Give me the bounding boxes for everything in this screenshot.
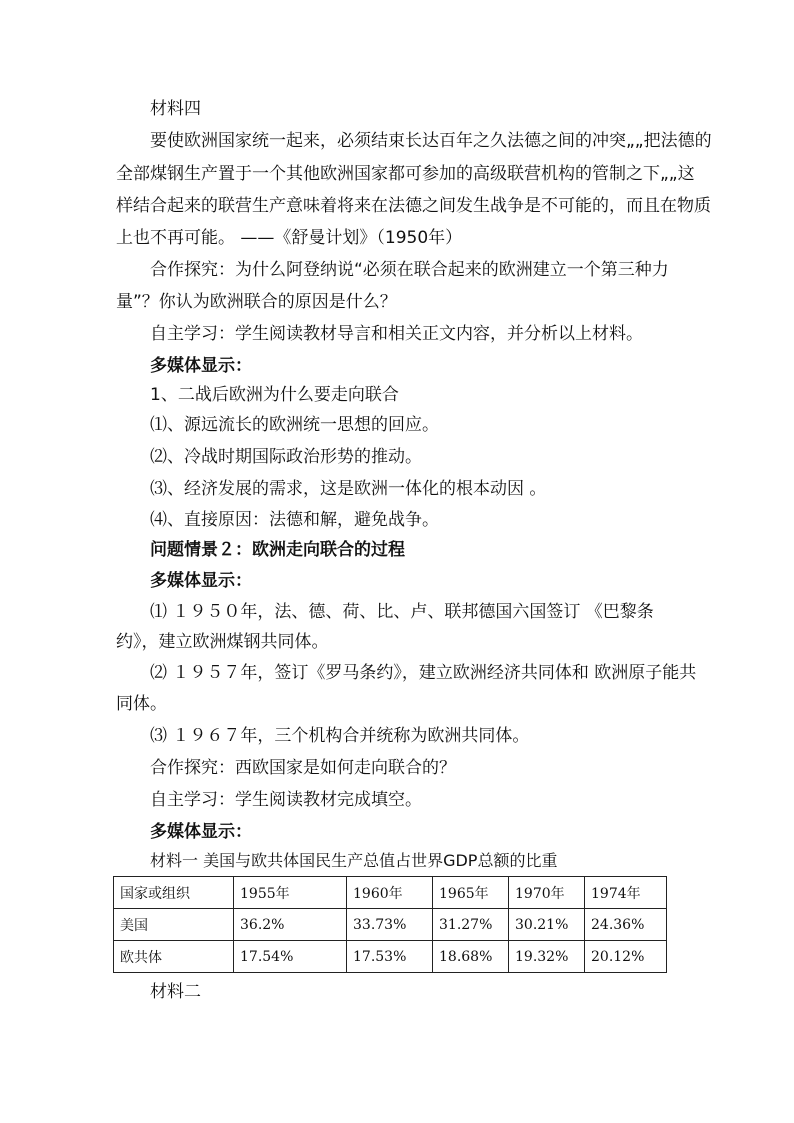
cooperative-inquiry-line: 合作探究：为什么阿登纳说“必须在联合起来的欧洲建立一个第三种力 <box>150 260 669 280</box>
table-cell: 美国 <box>114 909 234 941</box>
list-item: ⑵、冷战时期国际政治形势的推动。 <box>150 447 422 467</box>
table-row <box>114 909 667 941</box>
gdp-share-table <box>113 876 667 973</box>
list-item: ⑶ １９６７年，三个机构合并统称为欧洲共同体。 <box>150 726 530 746</box>
list-item: ⑶、经济发展的需求，这是欧洲一体化的根本动因 。 <box>150 479 547 499</box>
paragraph-line: 量”？你认为欧洲联合的原因是什么？ <box>116 292 397 312</box>
list-item: ⑷、直接原因：法德和解，避免战争。 <box>150 510 439 530</box>
paragraph-line: 上也不再可能。 ——《舒曼计划》（1950年） <box>116 228 463 248</box>
list-item: ⑴ １９５０年，法、德、荷、比、卢、联邦德国六国签订 《巴黎条 <box>150 602 654 622</box>
table-cell: 17.54% <box>234 941 347 973</box>
table-cell: 24.36% <box>585 909 667 941</box>
material-four-heading: 材料四 <box>150 99 201 119</box>
question-heading: 1、二战后欧洲为什么要走向联合 <box>150 385 399 405</box>
table-cell: 19.32% <box>509 941 585 973</box>
multimedia-heading: 多媒体显示： <box>150 356 252 376</box>
table-caption: 材料一 美国与欧共体国民生产总值占世界GDP总额的比重 <box>150 851 558 870</box>
multimedia-heading: 多媒体显示： <box>150 571 252 591</box>
table-header-cell: 1955年 <box>234 877 347 909</box>
table-header-cell: 1970年 <box>509 877 585 909</box>
table-cell: 31.27% <box>433 909 509 941</box>
self-study-line: 自主学习：学生阅读教材导言和相关正文内容，并分析以上材料。 <box>150 324 643 344</box>
multimedia-heading: 多媒体显示： <box>150 822 252 842</box>
table-cell: 30.21% <box>509 909 585 941</box>
cooperative-inquiry-line: 合作探究：西欧国家是如何走向联合的？ <box>150 758 456 778</box>
table-header-cell: 国家或组织 <box>114 877 234 909</box>
table-cell: 33.73% <box>347 909 433 941</box>
table-header-row <box>114 877 667 909</box>
table-header-cell: 1965年 <box>433 877 509 909</box>
self-study-line: 自主学习：学生阅读教材完成填空。 <box>150 790 422 810</box>
table-cell: 36.2% <box>234 909 347 941</box>
paragraph-line: 全部煤钢生产置于一个其他欧洲国家都可参加的高级联营机构的管制之下„„这 <box>116 164 695 184</box>
table-header-cell: 1960年 <box>347 877 433 909</box>
table-cell: 18.68% <box>433 941 509 973</box>
table-cell: 20.12% <box>585 941 667 973</box>
list-item-continued: 同体。 <box>116 694 167 714</box>
table-row <box>114 941 667 973</box>
table-header-cell: 1974年 <box>585 877 667 909</box>
table-cell: 17.53% <box>347 941 433 973</box>
list-item: ⑴、源远流长的欧洲统一思想的回应。 <box>150 415 439 435</box>
list-item: ⑵ １９５７年，签订《罗马条约》，建立欧洲经济共同体和 欧洲原子能共 <box>150 663 697 683</box>
paragraph-line: 样结合起来的联营生产意味着将来在法德之间发生战争是不可能的，而且在物质 <box>116 196 711 216</box>
list-item-continued: 约》，建立欧洲煤钢共同体。 <box>116 632 329 652</box>
table-cell: 欧共体 <box>114 941 234 973</box>
scenario-two-heading: 问题情景２：欧洲走向联合的过程 <box>150 540 405 560</box>
paragraph-line: 要使欧洲国家统一起来，必须结束长达百年之久法德之间的冲突„„把法德的 <box>150 131 712 151</box>
material-two-heading: 材料二 <box>150 982 201 1002</box>
